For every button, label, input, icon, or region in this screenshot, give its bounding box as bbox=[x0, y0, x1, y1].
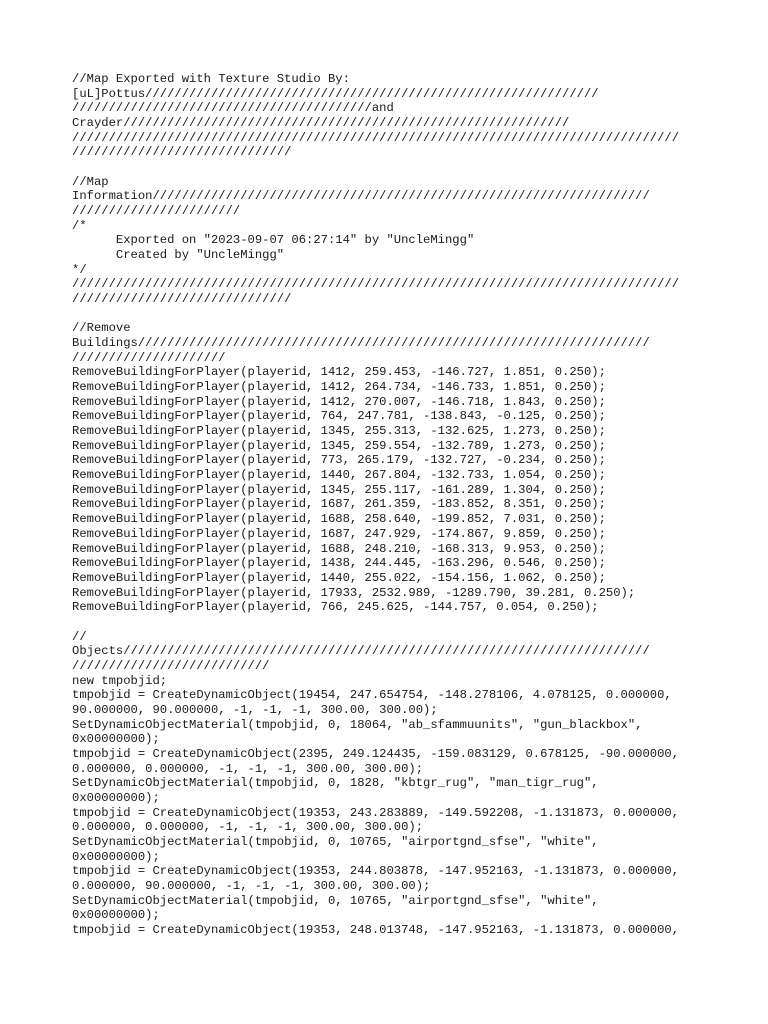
code-line: /////////////////////////////////////////////////////////////////////////////////// bbox=[72, 130, 680, 145]
code-line: tmpobjid = CreateDynamicObject(19353, 248.013748, -147.952163, -1.131873, 0.000000, bbox=[72, 922, 680, 937]
code-line: 0.000000, 0.000000, -1, -1, -1, 300.00, 300.00); bbox=[72, 761, 424, 776]
code-line: SetDynamicObjectMaterial(tmpobjid, 0, 1828, "kbtgr_rug", "man_tigr_rug", bbox=[72, 776, 599, 791]
code-line: tmpobjid = CreateDynamicObject(19353, 243.283889, -149.592208, -1.131873, 0.000000, bbox=[72, 805, 680, 820]
code-line: Created by "UncleMingg" bbox=[72, 248, 285, 263]
code-line: RemoveBuildingForPlayer(playerid, 1687, 247.929, -174.867, 9.859, 0.250); bbox=[72, 526, 606, 541]
code-line: RemoveBuildingForPlayer(playerid, 1345, 255.313, -132.625, 1.273, 0.250); bbox=[72, 424, 606, 439]
code-line: RemoveBuildingForPlayer(playerid, 766, 245.625, -144.757, 0.054, 0.250); bbox=[72, 600, 599, 615]
code-line: RemoveBuildingForPlayer(playerid, 1345, 259.554, -132.789, 1.273, 0.250); bbox=[72, 438, 606, 453]
code-line: SetDynamicObjectMaterial(tmpobjid, 0, 10765, "airportgnd_sfse", "white", bbox=[72, 834, 599, 849]
code-line: RemoveBuildingForPlayer(playerid, 1412, 270.007, -146.718, 1.843, 0.250); bbox=[72, 394, 606, 409]
code-line: Buildings////////////////////////////////////////////////////////////////////// bbox=[72, 336, 650, 351]
code-line: 0x00000000); bbox=[72, 790, 160, 805]
document-page bbox=[72, 72, 712, 938]
code-line: Exported on "2023-09-07 06:27:14" by "UncleMingg" bbox=[72, 233, 475, 248]
code-line: //Map bbox=[72, 174, 109, 189]
code-line: tmpobjid = CreateDynamicObject(19454, 247.654754, -148.278106, 4.078125, 0.000000, bbox=[72, 688, 672, 703]
code-line: RemoveBuildingForPlayer(playerid, 1688, 248.210, -168.313, 9.953, 0.250); bbox=[72, 541, 606, 556]
code-line: Information//////////////////////////////////////////////////////////////////// bbox=[72, 189, 650, 204]
code-block bbox=[72, 72, 712, 938]
code-line: 0.000000, 0.000000, -1, -1, -1, 300.00, 300.00); bbox=[72, 820, 424, 835]
code-line bbox=[72, 307, 712, 322]
code-line: /////////////////////// bbox=[72, 204, 241, 219]
code-line: RemoveBuildingForPlayer(playerid, 17933, 2532.989, -1289.790, 39.281, 0.250); bbox=[72, 585, 636, 600]
code-line: 90.000000, 90.000000, -1, -1, -1, 300.00, 300.00); bbox=[72, 702, 438, 717]
code-line: RemoveBuildingForPlayer(playerid, 1440, 267.804, -132.733, 1.054, 0.250); bbox=[72, 468, 606, 483]
code-line: tmpobjid = CreateDynamicObject(2395, 249.124435, -159.083129, 0.678125, -90.000000, bbox=[72, 746, 680, 761]
code-line: // bbox=[72, 629, 87, 644]
code-line: RemoveBuildingForPlayer(playerid, 1345, 255.117, -161.289, 1.304, 0.250); bbox=[72, 482, 606, 497]
code-line: /////////////////////////// bbox=[72, 658, 270, 673]
code-line: 0x00000000); bbox=[72, 908, 160, 923]
code-line: RemoveBuildingForPlayer(playerid, 1440, 255.022, -154.156, 1.062, 0.250); bbox=[72, 570, 606, 585]
code-line: //Map Exported with Texture Studio By: bbox=[72, 72, 350, 86]
code-line: Objects//////////////////////////////////////////////////////////////////////// bbox=[72, 644, 650, 659]
code-line: RemoveBuildingForPlayer(playerid, 773, 265.179, -132.727, -0.234, 0.250); bbox=[72, 453, 606, 468]
code-line: 0x00000000); bbox=[72, 732, 160, 747]
code-line: RemoveBuildingForPlayer(playerid, 1412, 259.453, -146.727, 1.851, 0.250); bbox=[72, 365, 606, 380]
code-line: //Remove bbox=[72, 321, 131, 336]
code-line: 0.000000, 90.000000, -1, -1, -1, 300.00, 300.00); bbox=[72, 878, 431, 893]
code-line: new tmpobjid; bbox=[72, 673, 168, 688]
code-line: RemoveBuildingForPlayer(playerid, 1412, 264.734, -146.733, 1.851, 0.250); bbox=[72, 380, 606, 395]
code-line: RemoveBuildingForPlayer(playerid, 764, 247.781, -138.843, -0.125, 0.250); bbox=[72, 409, 606, 424]
code-line: /////////////////////////////////////////////////////////////////////////////////// bbox=[72, 277, 680, 292]
code-line: [uL]Pottus////////////////////////////////////////////////////////////// bbox=[72, 86, 599, 101]
code-line: ////////////////////////////// bbox=[72, 292, 292, 307]
code-line: /* bbox=[72, 218, 87, 233]
code-line: tmpobjid = CreateDynamicObject(19353, 244.803878, -147.952163, -1.131873, 0.000000, bbox=[72, 864, 680, 879]
code-line: */ bbox=[72, 262, 87, 277]
code-line: /////////////////////////////////////////and bbox=[72, 101, 394, 116]
code-line: RemoveBuildingForPlayer(playerid, 1438, 244.445, -163.296, 0.546, 0.250); bbox=[72, 556, 606, 571]
code-line: ///////////////////// bbox=[72, 350, 226, 365]
code-line bbox=[72, 615, 712, 630]
code-line: RemoveBuildingForPlayer(playerid, 1687, 261.359, -183.852, 8.351, 0.250); bbox=[72, 497, 606, 512]
code-line: SetDynamicObjectMaterial(tmpobjid, 0, 10765, "airportgnd_sfse", "white", bbox=[72, 893, 599, 908]
code-line: 0x00000000); bbox=[72, 849, 160, 864]
code-line bbox=[72, 160, 712, 175]
code-line: Crayder///////////////////////////////////////////////////////////// bbox=[72, 116, 570, 131]
code-line: SetDynamicObjectMaterial(tmpobjid, 0, 18064, "ab_sfammuunits", "gun_blackbox", bbox=[72, 717, 643, 732]
code-line: ////////////////////////////// bbox=[72, 145, 292, 160]
code-line: RemoveBuildingForPlayer(playerid, 1688, 258.640, -199.852, 7.031, 0.250); bbox=[72, 512, 606, 527]
